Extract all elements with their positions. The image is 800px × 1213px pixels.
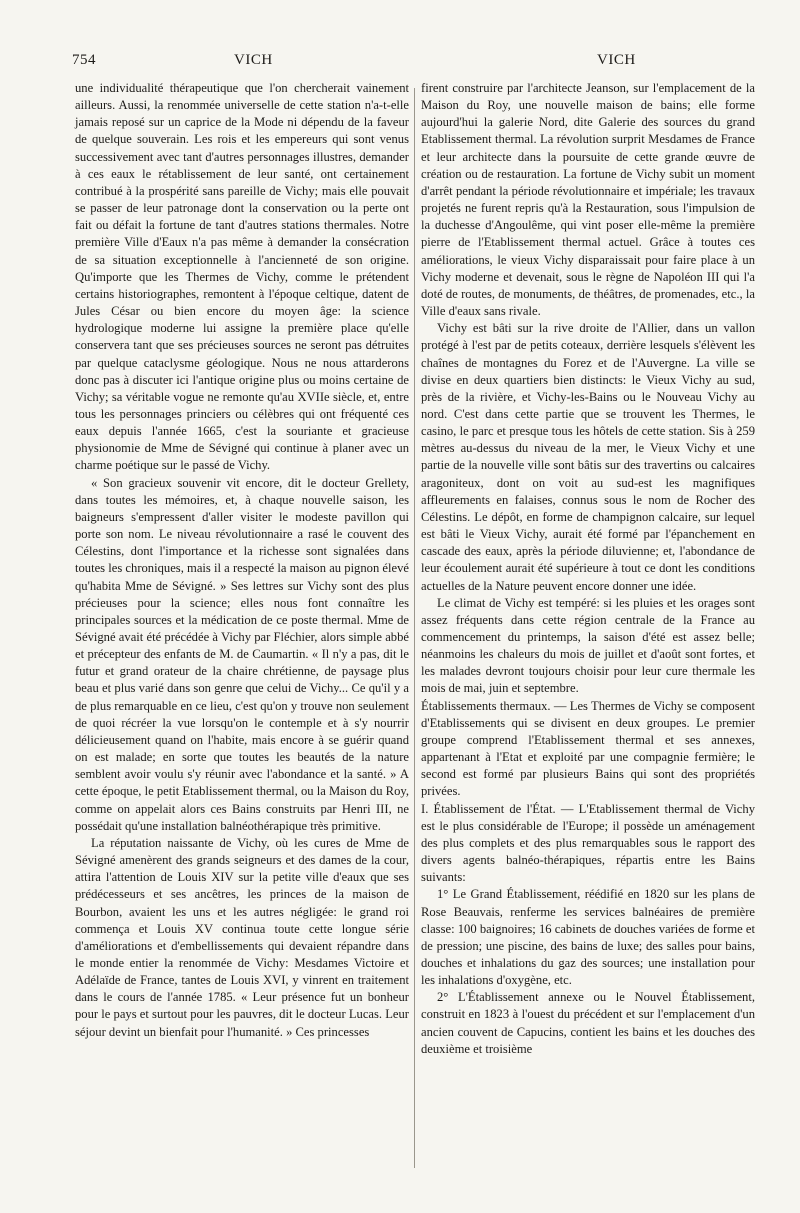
paragraph: La réputation naissante de Vichy, où les cures de Mme de Sévigné amenèrent des grands seigneurs et des dames de la cour, attira l'attention de Louis XIV sur la petite ville d'eaux que ses prédécesseurs et ses ancêtres, les princes de la maison de Bourbon, avaient les uns et les autres négligée: le grand roi commença et Louis XV continua toute cette longue série d'améliorations et d'embellissements qui devaient répandre dans le monde entier la renommée de Vichy: Mesdames Victoire et Adélaïde de France, tantes de Louis XVI, y vinrent en traitement dans le cours de l'année 1785. « Leur présence fut un bonheur pour le pays et surtout pour les pauvres, dit le docteur Lucas. Leur séjour devint un bienfait pour l'humanité. » Ces princesses bbox=[75, 835, 409, 1039]
section-paragraph: I. Établissement de l'État. — L'Etablissement thermal de Vichy est le plus considérable de l'Europe; il possède un aménagement des plus complets et des plus remarquables sous le rapport des divers agents balnéo-thérapiques, répartis entre les Bains suivants: bbox=[421, 801, 755, 885]
running-title-left: VICH bbox=[234, 52, 273, 68]
paragraph: 1° Le Grand Établissement, réédifié en 1820 sur les plans de Rose Beauvais, renferme les services balnéaires de première classe: 100 baignoires; 16 cabinets de douches variées de forme et de pression; une piscine, des bains de luxe; des salles pour bains, douches et inhalations du gaz des sources; une installation pour les inhalations d'oxygène, etc. bbox=[421, 887, 755, 988]
paragraph: Vichy est bâti sur la rive droite de l'Allier, dans un vallon protégé à l'est par de petits coteaux, derrière lesquels s'élèvent les chaînes de montagnes du Forez et de l'Auvergne. La ville se divise en deux quartiers bien distincts: le Vieux Vichy au sud, près de la rivière, et Vichy-les-Bains ou le Nouveau Vichy au nord. C'est dans cette partie que se trouvent les Thermes, le casino, le parc et presque tous les hôtels de cette station. Sis à 259 mètres au-dessus du niveau de la mer, le Vieux Vichy et une partie de la nouvelle ville sont bâtis sur des travertins ou calcaires aragoniteux, dont on voit au sud-est les magnifiques affleurements en falaises, connus sous le nom de Rocher des Célestins. Le dépôt, en forme de champignon calcaire, sur lequel est bâti le Vieux Vichy, aurait été formé par l'épanchement en cascade des eaux, après la période diluvienne; et, l'abondance de leur écoulement aurait été supérieure à tout ce dont les conditions actuelles de la Nature peuvent encore donner une idée. bbox=[421, 321, 755, 593]
paragraph: 2° L'Établissement annexe ou le Nouvel Établissement, construit en 1823 à l'ouest du précédent et sur l'emplacement d'un ancien couvent de Capucins, contient les bains et les douches des deuxième et troisième bbox=[421, 990, 755, 1056]
paragraph: firent construire par l'architecte Jeanson, sur l'emplacement de la Maison du Roy, une nouvelle maison de bains; elle forme aujourd'hui la galerie Nord, dite Galerie des sources du grand Etablissement thermal. La révolution surprit Mesdames de France et leur architecte dans la poursuite de cette grande œuvre de création ou de restauration. La fortune de Vichy subit un moment d'arrêt pendant la période révolutionnaire et impériale; les travaux projetés ne furent repris qu'à la Restauration, sous l'impulsion de la duchesse d'Angoulême, qui vint poser elle-même la première pierre de l'Etablissement thermal actuel. Grâce à toutes ces améliorations, le vieux Vichy disparaissait pour faire place à un Vichy moderne et devenait, sous le règne de Napoléon III qui l'a doté de routes, de monuments, de théâtres, de promenades, etc., la Ville d'eaux sans rivale. bbox=[421, 81, 755, 319]
column-divider bbox=[414, 88, 415, 1168]
right-column bbox=[421, 80, 755, 1058]
paragraph: Le climat de Vichy est tempéré: si les pluies et les orages sont assez fréquents dans cette région centrale de la France au commencement du printemps, la saison d'été est assez belle; néanmoins les chaleurs du mois de juillet et d'août sont fortes, et les malades devront toujours choisir pour leur cure thermale les mois de mai, juin et septembre. bbox=[421, 595, 755, 696]
running-header bbox=[70, 52, 730, 76]
paragraph: une individualité thérapeutique que l'on chercherait vainement ailleurs. Aussi, la renommée universelle de cette station n'a-t-elle jamais reposé sur un caprice de la Mode ni dépendu de la faveur de quelque souverain. Les rois et les empereurs qui sont venus successivement avec tant d'autres personnages illustres, demander à ces eaux le rétablissement de leur santé, ont certainement contribué à la prospérité sans pareille de Vichy; mais elle pouvait se passer de leur patronage dont la conservation ou la perte ont fait ou défait la fortune de tant d'autres stations thermales. Notre première Ville d'Eaux n'a pas même à demander la consécration de sa situation exceptionnelle à l'ancienneté de son origine. Qu'importe que les Thermes de Vichy, comme le prétendent certains historiographes, remontent à l'époque celtique, datent de Jules César ou bien encore du moyen âge: la science hydrologique moderne lui assigne la première place qu'elle conservera tant que ses précieuses sources ne seront pas détruites par quelque cataclysme géologique. Nous ne nous attarderons donc pas à discuter ici l'antique origine plus ou moins certaine de Vichy; sa véritable vogue ne remonte qu'au XVIIe siècle, et, entre tous les personnages princiers ou célèbres qui ont fréquenté ces eaux depuis l'année 1665, c'est la souriante et gracieuse physionomie de Mme de Sévigné qui continue à planer avec un charme poétique sur le passé de Vichy. bbox=[75, 81, 409, 473]
left-column bbox=[75, 80, 409, 1041]
paragraph: « Son gracieux souvenir vit encore, dit le docteur Grellety, dans toutes les mémoires, et, à chaque nouvelle saison, les baigneurs s'empressent d'aller visiter le modeste pavillon qui porte son nom. Le niveau révolutionnaire a rasé le couvent des Célestins, dont l'importance et la richesse sont signalées dans toutes les chroniques, mais il a respecté la maison au pignon élevé qu'habita Mme de Sévigné. » Ses lettres sur Vichy sont des plus précieuses pour la science; elles nous font connaître les principales sources et la médication de ce poste thermal. Mme de Sévigné avait été précédée à Vichy par Fléchier, alors simple abbé et précepteur des enfants de M. de Caumartin. « Il n'y a pas, dit le futur et grand orateur de la chaire chrétienne, de paysage plus beau et plus varié dans son genre que celui de Vichy... Ce qu'il y a de plus remarquable en ce lieu, c'est qu'on y trouve non seulement de quoi récréer la vue lorsqu'on le contemple et à s'y nourrir délicieusement quand on l'habite, mais encore à se guérir quand on est malade; en sorte que toutes les beautés de la nature semblent avoir voulu s'y réunir avec l'abondance et la santé. » A cette époque, le petit Etablissement thermal, ou la Maison du Roy, comme on appelait alors ces Bains construits par Henri III, ne possédait qu'une installation balnéothérapique très primitive. bbox=[75, 475, 409, 833]
section-paragraph: Établissements thermaux. — Les Thermes de Vichy se composent d'Etablissements qui se divisent en deux groupes. Le premier groupe comprend l'Etablissement thermal et ses annexes, appartenant à l'Etat et exploité par une compagnie fermière; le second est formé par plusieurs Bains qui sont des propriétés privées. bbox=[421, 698, 755, 799]
running-title-right: VICH bbox=[597, 52, 636, 68]
page-number: 754 bbox=[72, 52, 96, 68]
